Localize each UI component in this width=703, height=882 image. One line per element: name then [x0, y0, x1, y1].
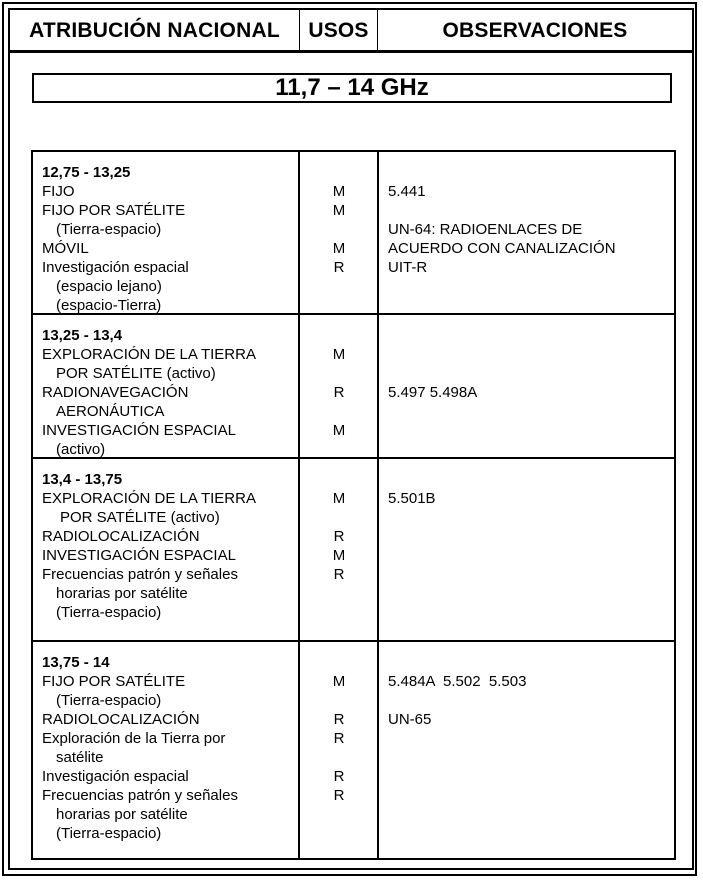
- table-row-4-allocation: [42, 653, 238, 843]
- header-rule: [10, 50, 692, 53]
- table-row-1-notes: [388, 182, 616, 277]
- service: EXPLORACIÓN DE LA TIERRA: [42, 490, 256, 507]
- use-code: [300, 364, 378, 383]
- use-code: R: [333, 384, 345, 401]
- use-code: M: [332, 547, 346, 564]
- table-row-2-notes: [388, 345, 477, 402]
- note: ACUERDO CON CANALIZACIÓN: [388, 240, 616, 257]
- use-code: R: [333, 711, 345, 728]
- header-atribucion: ATRIBUCIÓN NACIONAL: [29, 19, 280, 42]
- note: 5.497 5.498A: [388, 384, 478, 401]
- frequency-range: 13,4 - 13,75: [42, 471, 123, 488]
- note: 5.484A 5.502 5.503: [388, 673, 527, 690]
- service: INVESTIGACIÓN ESPACIAL: [42, 547, 236, 564]
- frequency-range: 13,25 - 13,4: [42, 327, 123, 344]
- use-code: R: [333, 730, 345, 747]
- note: [388, 364, 477, 383]
- table-row-3-allocation: [42, 470, 256, 622]
- note: 5.501B: [388, 490, 436, 507]
- note: [388, 691, 526, 710]
- service: RADIONAVEGACIÓN: [42, 384, 189, 401]
- note: [388, 201, 616, 220]
- use-code: [300, 220, 378, 239]
- service: FIJO: [42, 183, 75, 200]
- table-row-2-allocation: [42, 326, 256, 459]
- note: [388, 345, 477, 364]
- service: FIJO POR SATÉLITE: [42, 202, 186, 219]
- use-code: R: [333, 768, 345, 785]
- row-divider: [31, 640, 676, 642]
- use-code: R: [333, 528, 345, 545]
- service: Frecuencias patrón y señales: [42, 566, 238, 583]
- service-detail: (espacio-Tierra): [56, 297, 162, 314]
- use-code: [300, 691, 378, 710]
- table-row-3-uses: [300, 489, 378, 584]
- service: RADIOLOCALIZACIÓN: [42, 528, 200, 545]
- service: MÓVIL: [42, 240, 89, 257]
- band-title: 11,7 – 14 GHz: [32, 73, 672, 103]
- service: INVESTIGACIÓN ESPACIAL: [42, 422, 236, 439]
- service-detail: AERONÁUTICA: [56, 403, 165, 420]
- use-code: M: [332, 422, 346, 439]
- service: Investigación espacial: [42, 259, 189, 276]
- service: EXPLORACIÓN DE LA TIERRA: [42, 346, 256, 363]
- service-detail: horarias por satélite: [56, 806, 188, 823]
- service: FIJO POR SATÉLITE: [42, 673, 186, 690]
- note: 5.441: [388, 183, 426, 200]
- service-detail: (activo): [56, 441, 106, 458]
- frequency-range: 12,75 - 13,25: [42, 164, 131, 181]
- header-observaciones: OBSERVACIONES: [442, 19, 628, 42]
- frequency-range: 13,75 - 14: [42, 654, 110, 671]
- use-code: [300, 402, 378, 421]
- table-row-2-uses: [300, 345, 378, 440]
- service-detail: POR SATÉLITE (activo): [60, 509, 220, 526]
- table-row-1-uses: [300, 182, 378, 277]
- service-detail: (Tierra-espacio): [56, 604, 162, 621]
- service-detail: horarias por satélite: [56, 585, 188, 602]
- use-code: R: [333, 259, 345, 276]
- use-code: [300, 508, 378, 527]
- use-code: M: [332, 490, 346, 507]
- use-code: R: [333, 787, 345, 804]
- use-code: R: [333, 566, 345, 583]
- service-detail: satélite: [56, 749, 104, 766]
- service-detail: (Tierra-espacio): [56, 825, 162, 842]
- table-row-4-uses: [300, 672, 378, 805]
- header-usos: USOS: [308, 19, 369, 42]
- use-code: [300, 748, 378, 767]
- table-row-4-notes: [388, 672, 526, 729]
- service-detail: (Tierra-espacio): [56, 221, 162, 238]
- note: UN-64: RADIOENLACES DE: [388, 221, 583, 238]
- service: Exploración de la Tierra por: [42, 730, 226, 747]
- use-code: M: [332, 183, 346, 200]
- table-row-1-allocation: [42, 163, 189, 315]
- service-detail: (espacio lejano): [56, 278, 162, 295]
- use-code: M: [332, 673, 346, 690]
- note: UIT-R: [388, 259, 428, 276]
- use-code: M: [332, 202, 346, 219]
- service: Frecuencias patrón y señales: [42, 787, 238, 804]
- service-detail: POR SATÉLITE (activo): [56, 365, 216, 382]
- use-code: M: [332, 240, 346, 257]
- note: UN-65: [388, 711, 432, 728]
- use-code: M: [332, 346, 346, 363]
- service: RADIOLOCALIZACIÓN: [42, 711, 200, 728]
- service-detail: (Tierra-espacio): [56, 692, 162, 709]
- table-row-3-notes: [388, 489, 436, 508]
- service: Investigación espacial: [42, 768, 189, 785]
